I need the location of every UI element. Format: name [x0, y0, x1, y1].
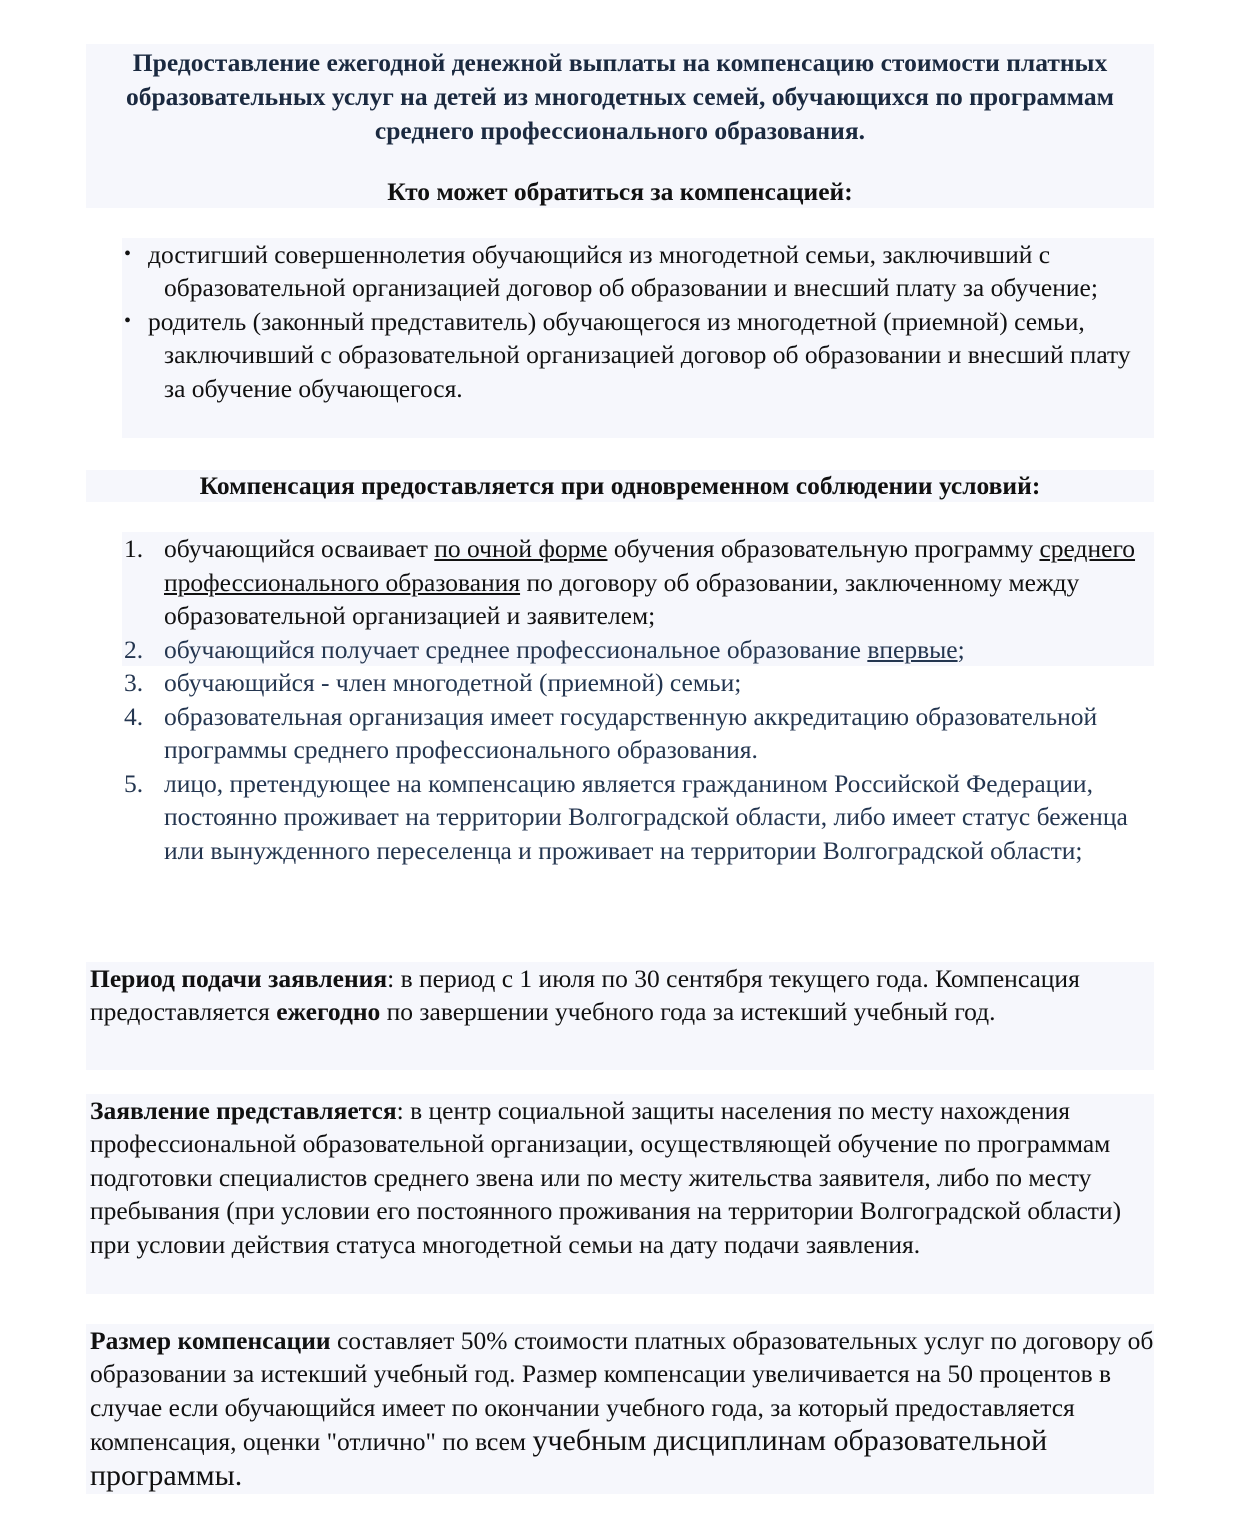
- period-section: [86, 962, 1154, 1070]
- who-item-text: достигший совершеннолетия обучающийся из многодетной семьи, заключивший с образовательной организацией договор об образовании и внесший плату за обучение;: [148, 240, 1098, 303]
- spo-link[interactable]: среднего профессионального образования: [164, 534, 1136, 597]
- period-text: : в период с 1 июля по 30 сентября текущего года. Компенсация предоставляется: [90, 964, 1080, 1027]
- who-heading: Кто может обратиться за компенсацией:: [387, 177, 853, 206]
- application-section: [86, 1094, 1154, 1294]
- amount-tail: учебным дисциплинам образовательной программы.: [90, 1424, 1048, 1492]
- bullet-icon: •: [124, 309, 132, 332]
- period-paragraph: [86, 962, 1154, 1029]
- condition-item-4: [122, 700, 1154, 767]
- bullet-icon: •: [124, 243, 132, 265]
- application-text: : в центр социальной защиты населения по месту нахождения профессиональной образовательной организации, осуществляющей обучение по программам подготовки специалистов среднего звена или по месту жительства заявителя, либо по месту пребывания (при условии его постоянного проживания на территории Волгоградской области) при условии действия статуса многодетной семьи на дату подачи заявления.: [90, 1096, 1122, 1259]
- application-label: Заявление представляется: [90, 1096, 397, 1125]
- full-time-link[interactable]: по очной форме: [434, 534, 608, 563]
- item-number: 3.: [124, 668, 144, 697]
- yearly-emphasis: ежегодно: [276, 997, 381, 1027]
- condition-text: лицо, претендующее на компенсацию является гражданином Российской Федерации, постоянно проживает на территории Волгоградской области, либо имеет статус беженца или вынужденного переселенца и проживает на территории Волгоградской области;: [164, 768, 1128, 865]
- title-section: [86, 44, 1154, 208]
- page-title: Предоставление ежегодной денежной выплаты на компенсацию стоимости платных образовательных услуг на детей из многодетных семей, обучающихся по программам среднего профессионального образования.: [125, 48, 1114, 145]
- who-list-section: [122, 238, 1154, 438]
- amount-paragraph: [86, 1324, 1154, 1493]
- condition-text: обучающийся осваивает: [164, 534, 435, 563]
- conditions-list: [122, 532, 1154, 867]
- who-item-text: родитель (законный представитель) обучающегося из многодетной (приемной) семьи, заключивший с образовательной организацией договор об образовании и внесший плату за обучение обучающегося.: [148, 306, 1131, 403]
- period-label: Период подачи заявления: [90, 964, 388, 993]
- condition-text: обучения образовательную программу: [607, 534, 1040, 563]
- list-item: [122, 238, 1154, 305]
- condition-item-3: [122, 666, 1154, 700]
- condition-text: обучающийся - член многодетной (приемной) семьи;: [164, 668, 742, 697]
- item-number: 4.: [124, 701, 144, 731]
- condition-text: по договору об образовании, заключенному между образовательной организацией и заявителем;: [164, 567, 1080, 630]
- amount-label: Размер компенсации: [90, 1326, 331, 1355]
- condition-text: ;: [957, 634, 965, 664]
- amount-text: составляет 50% стоимости платных образовательных услуг по договору об образовании за истекший учебный год. Размер компенсации увеличивается на 50 процентов в случае если обучающийся имеет по окончании учебного года, за который предоставляется компенсация, оценки "отлично" по всем: [90, 1326, 1154, 1457]
- condition-item-5: [122, 767, 1154, 868]
- item-number: 1.: [124, 534, 144, 563]
- application-paragraph: [86, 1094, 1154, 1261]
- who-list: [122, 238, 1154, 405]
- condition-item-1: [122, 532, 1154, 633]
- condition-item-2: [122, 633, 1154, 667]
- amount-section: [86, 1324, 1154, 1494]
- condition-text: обучающийся получает среднее профессиональное образование: [164, 634, 868, 664]
- conditions-heading: Компенсация предоставляется при одновременном соблюдении условий:: [86, 470, 1154, 502]
- period-text: по завершении учебного года за истекший учебный год.: [380, 997, 996, 1027]
- condition-text: образовательная организация имеет государственную аккредитацию образовательной программы среднего профессионального образования.: [164, 701, 1098, 764]
- item-number: 2.: [124, 634, 144, 664]
- list-item: [122, 305, 1154, 405]
- item-number: 5.: [124, 768, 144, 798]
- first-time-link[interactable]: впервые: [867, 634, 958, 664]
